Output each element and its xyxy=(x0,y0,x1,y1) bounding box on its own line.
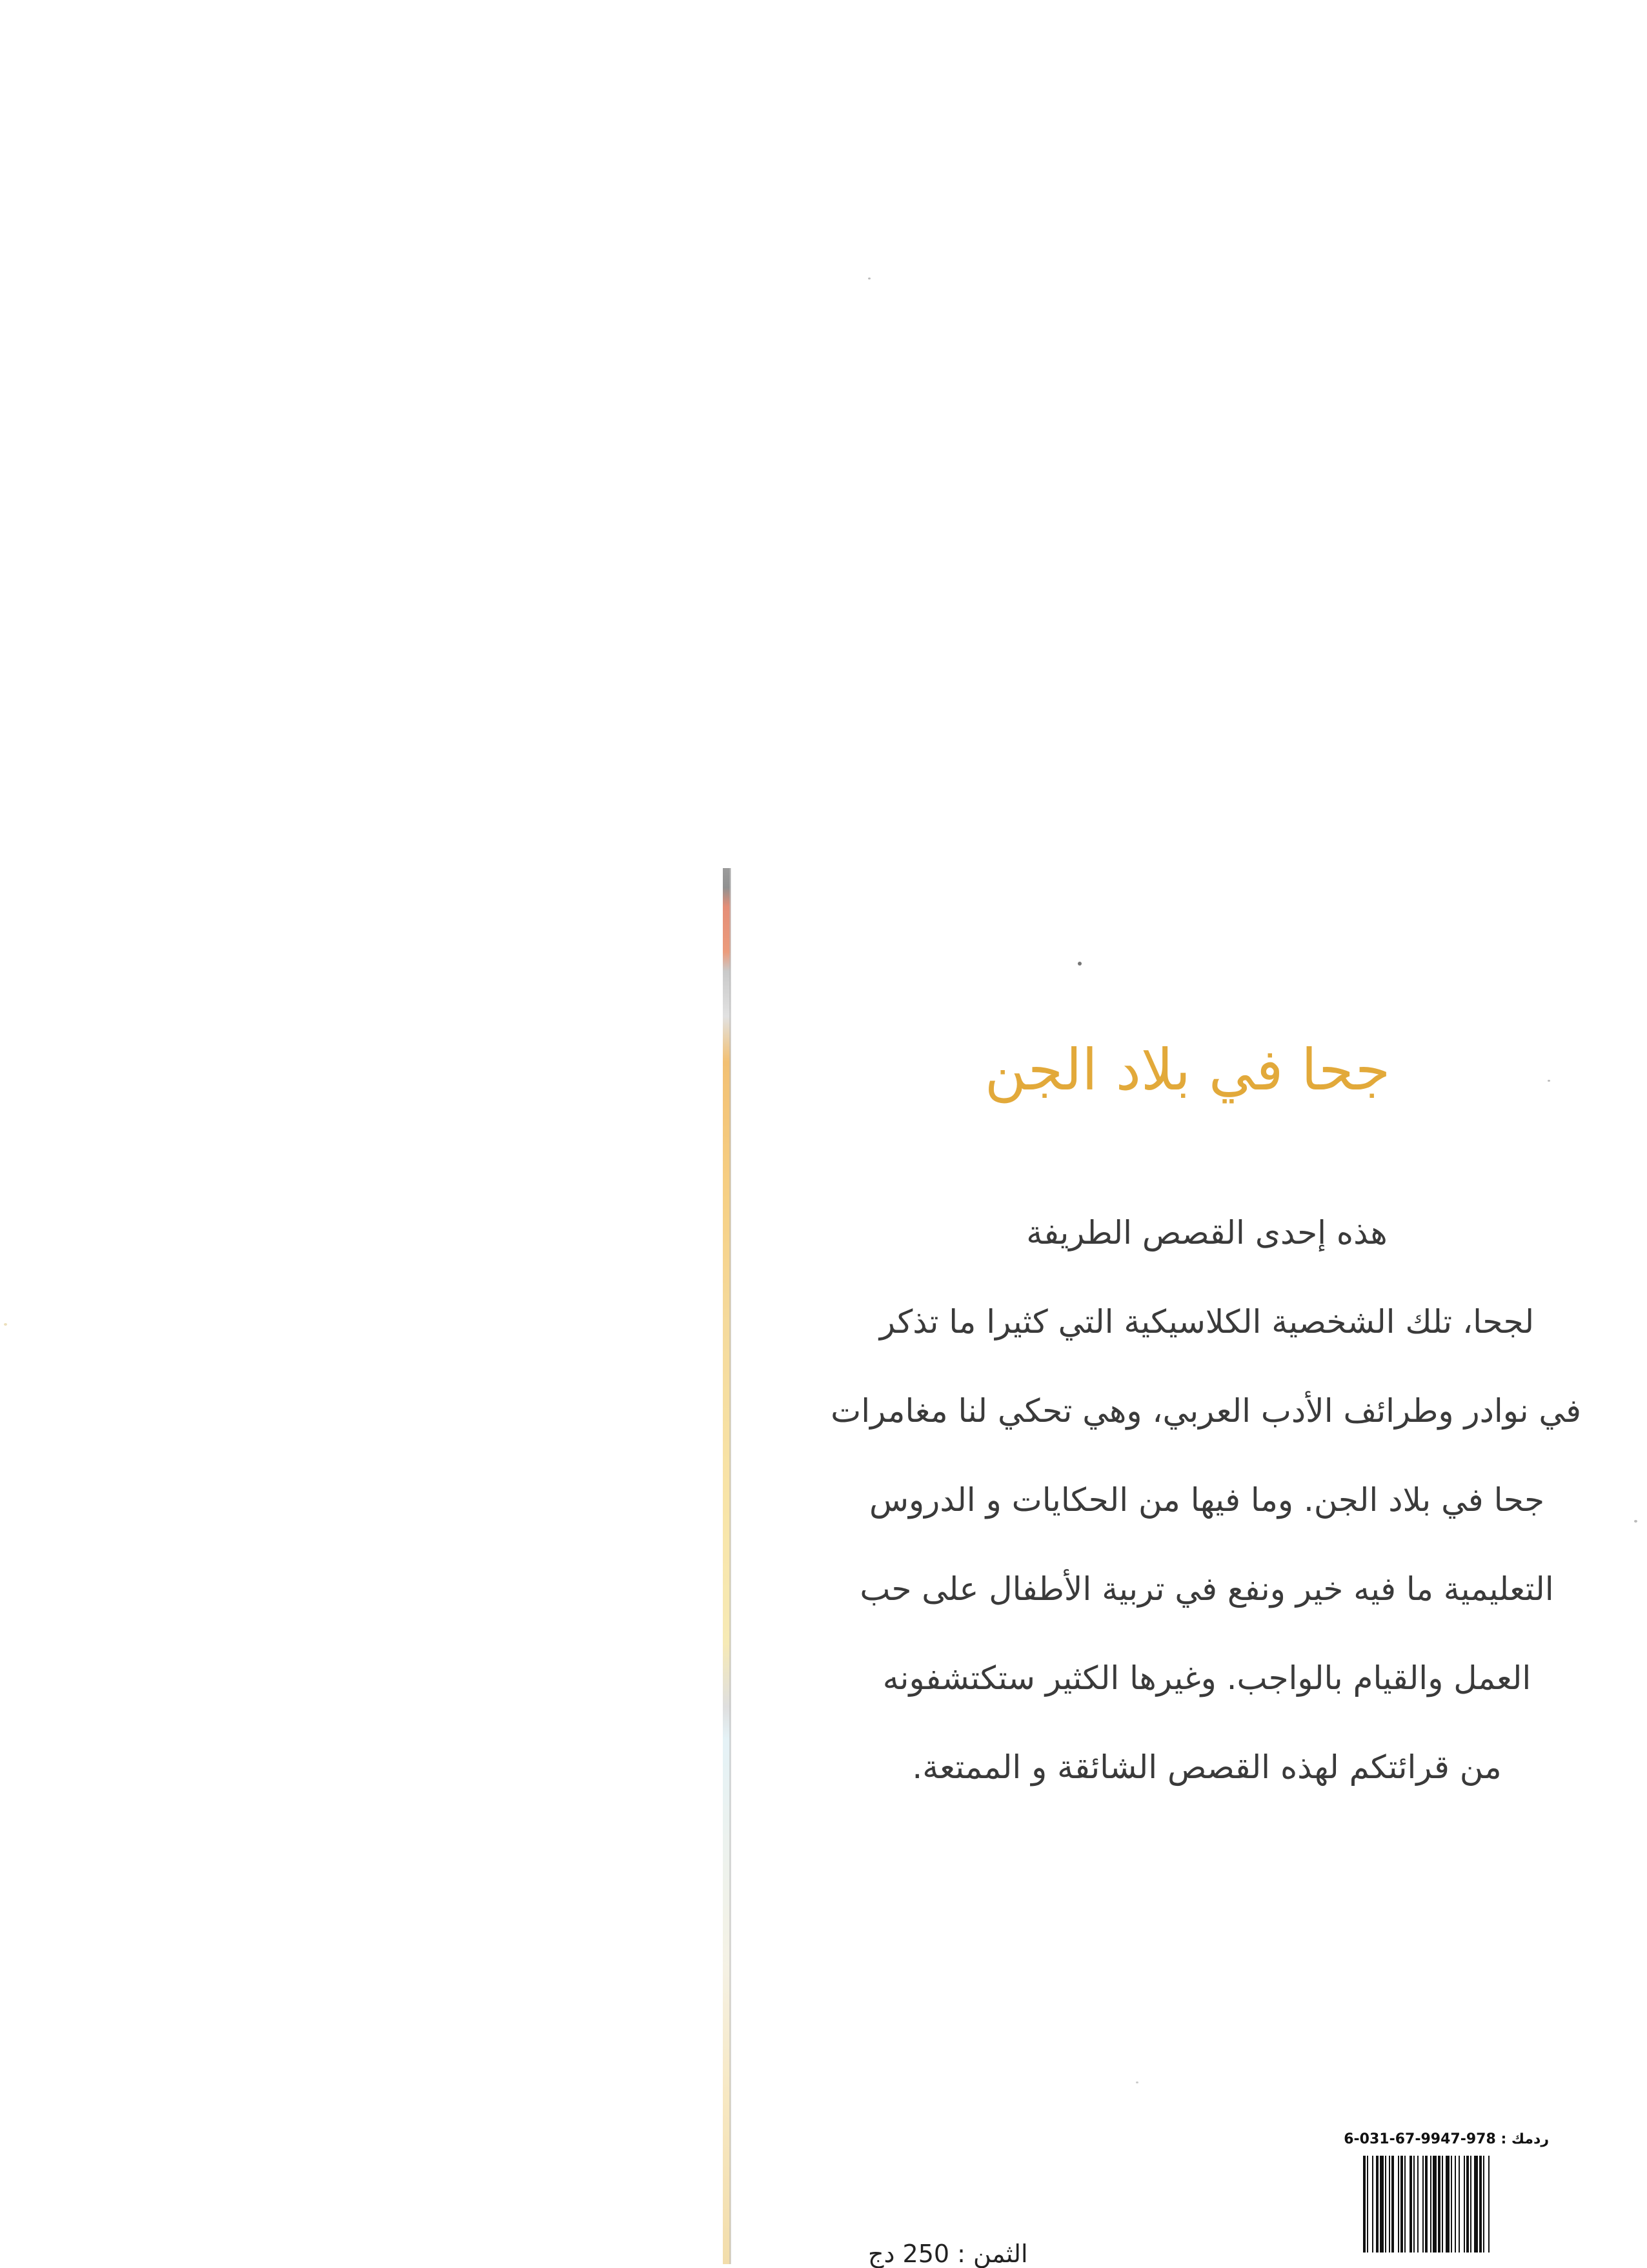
description-line: جحا في بلاد الجن. وما فيها من الحكايات و الدروس xyxy=(869,1481,1544,1519)
description-line: التعليمية ما فيه خير ونفع في تربية الأطفال على حب xyxy=(860,1570,1554,1608)
book-title: جحا في بلاد الجن xyxy=(984,1037,1391,1103)
barcode-bar xyxy=(1479,2156,1482,2253)
scan-speck xyxy=(1634,1520,1637,1523)
barcode-bar xyxy=(1464,2156,1465,2253)
barcode-bar xyxy=(1372,2156,1373,2253)
barcode-bar xyxy=(1391,2156,1394,2253)
spine-edge-line xyxy=(729,868,731,2264)
barcode-image xyxy=(1360,2156,1554,2253)
barcode-bar xyxy=(1398,2156,1399,2253)
barcode-bar xyxy=(1446,2156,1450,2253)
barcode-bar xyxy=(1380,2156,1384,2253)
barcode-bar xyxy=(1422,2156,1424,2253)
barcode-bar xyxy=(1438,2156,1440,2253)
barcode-bar xyxy=(1433,2156,1437,2253)
barcode-bar xyxy=(1400,2156,1403,2253)
barcode-bar xyxy=(1483,2156,1484,2253)
barcode-bar xyxy=(1451,2156,1452,2253)
barcode-bar xyxy=(1442,2156,1443,2253)
barcode-bar xyxy=(1455,2156,1456,2253)
barcode-bar xyxy=(1410,2156,1412,2253)
scan-speck xyxy=(1136,2081,1138,2083)
description-line: هذه إحدى القصص الطريفة xyxy=(1026,1214,1388,1251)
barcode-bar xyxy=(1459,2156,1460,2253)
barcode-bar xyxy=(1367,2156,1368,2253)
barcode-bar xyxy=(1430,2156,1431,2253)
barcode-bar xyxy=(1470,2156,1471,2253)
scan-speck xyxy=(868,278,871,279)
price-label: الثمن : 250 دج xyxy=(868,2240,1028,2268)
description-line: في نوادر وطرائف الأدب العربي، وهي تحكي لنا مغامرات xyxy=(831,1392,1581,1430)
barcode-bar xyxy=(1413,2156,1415,2253)
book-description xyxy=(833,1207,1581,1830)
barcode-bar xyxy=(1474,2156,1478,2253)
barcode-bar xyxy=(1389,2156,1390,2253)
scan-speck xyxy=(1548,1080,1550,1082)
scan-speck xyxy=(4,1323,7,1326)
barcode-bar xyxy=(1404,2156,1406,2253)
barcode-bar xyxy=(1488,2156,1490,2253)
description-line: العمل والقيام بالواجب. وغيرها الكثير ستكتشفونه xyxy=(882,1659,1531,1697)
barcode-bar xyxy=(1466,2156,1469,2253)
barcode-bar xyxy=(1385,2156,1386,2253)
scan-speck xyxy=(1078,962,1082,966)
barcode-bar xyxy=(1376,2156,1379,2253)
barcode-bar xyxy=(1363,2156,1366,2253)
barcode-bar xyxy=(1417,2156,1419,2253)
description-line: لجحا، تلك الشخصية الكلاسيكية التي كثيرا ما تذكر xyxy=(879,1303,1535,1341)
isbn-label: ردمك : 978-9947-67-031-6 xyxy=(1344,2131,1549,2147)
barcode-bar xyxy=(1425,2156,1428,2253)
description-line: من قرائتكم لهذه القصص الشائقة و الممتعة. xyxy=(912,1748,1502,1786)
